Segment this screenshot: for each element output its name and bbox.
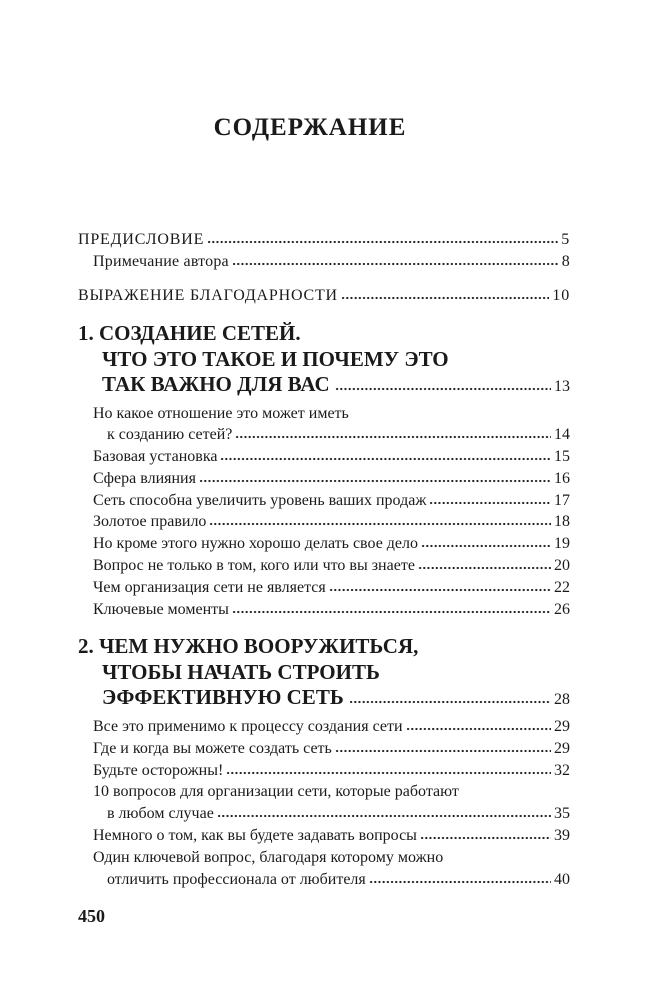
toc-page-number: 16 — [554, 469, 570, 487]
toc-entry-title: Примечание автора — [93, 253, 229, 270]
dot-leader — [217, 814, 551, 818]
toc-page-number: 13 — [554, 378, 570, 395]
toc-entry-title: Где и когда вы можете создать сеть — [93, 739, 332, 757]
toc-line — [78, 251, 570, 273]
toc-entry-title: в любом случае — [107, 805, 214, 823]
dot-leader — [341, 296, 549, 300]
toc-entry-title: ТАК ВАЖНО ДЛЯ ВАС — [102, 372, 330, 396]
toc-page-number: 15 — [554, 448, 570, 466]
toc-line — [78, 716, 570, 738]
dot-leader — [406, 727, 551, 731]
dot-leader — [226, 771, 551, 775]
dot-leader — [349, 700, 551, 704]
toc-entry — [78, 555, 570, 577]
dot-leader — [429, 501, 551, 505]
toc-line — [78, 555, 570, 577]
toc-line — [78, 285, 570, 307]
toc-page-number: 32 — [554, 761, 570, 779]
toc-line — [78, 825, 570, 847]
toc-entry-title: 10 вопросов для организации сети, которые работают — [93, 783, 459, 801]
toc-entry-title: ВЫРАЖЕНИЕ БЛАГОДАРНОСТИ — [78, 287, 338, 304]
dot-leader — [420, 836, 551, 840]
toc-entry-title: Сфера влияния — [93, 469, 196, 487]
dot-leader — [421, 544, 551, 548]
toc-line — [78, 490, 570, 512]
toc-entry — [78, 716, 570, 738]
toc-page-number: 28 — [554, 691, 570, 709]
toc-line — [78, 533, 570, 555]
toc-entry-title: Немного о том, как вы будете задавать вопросы — [93, 826, 417, 844]
toc-entry — [78, 251, 570, 273]
toc-page-number: 35 — [554, 805, 570, 823]
toc-entry-title: Будьте осторожны! — [93, 761, 224, 779]
toc-line — [78, 403, 570, 425]
toc-line — [78, 446, 570, 468]
toc-entry-title: Вопрос не только в том, кого или что вы знаете — [93, 557, 415, 575]
dot-leader — [232, 610, 551, 614]
toc-entry-title: ПРЕДИСЛОВИЕ — [78, 231, 205, 248]
toc-entry-title: Сеть способна увеличить уровень ваших продаж — [93, 491, 427, 509]
toc-line — [78, 760, 570, 782]
toc-line — [78, 424, 570, 446]
toc-entry — [78, 468, 570, 490]
toc-page-number: 5 — [561, 231, 570, 248]
toc-entry-title: отличить профессионала от любителя — [107, 870, 366, 888]
toc-page-number: 20 — [554, 557, 570, 575]
toc-entry — [78, 490, 570, 512]
toc-line — [78, 781, 570, 803]
toc-entry-title: Базовая установка — [93, 448, 218, 466]
toc-line — [78, 229, 570, 251]
toc-line — [78, 468, 570, 490]
toc-line — [78, 738, 570, 760]
toc-line — [78, 372, 570, 398]
toc-page-number: 19 — [554, 535, 570, 553]
toc-line — [78, 660, 570, 686]
toc-page-number: 10 — [552, 287, 570, 304]
toc-page-number: 8 — [561, 253, 570, 270]
toc-entry — [78, 577, 570, 599]
toc-entry — [78, 446, 570, 468]
toc-entry-title: 1. СОЗДАНИЕ СЕТЕЙ. — [78, 321, 301, 345]
toc-line — [78, 511, 570, 533]
toc-entry — [78, 781, 570, 825]
dot-leader — [369, 880, 551, 884]
toc-entry — [78, 599, 570, 621]
toc-entry — [78, 738, 570, 760]
toc-line — [78, 685, 570, 711]
toc-line — [78, 634, 570, 660]
toc-page-number: 29 — [554, 739, 570, 757]
toc-line — [78, 599, 570, 621]
toc-entry-title: Один ключевой вопрос, благодаря которому можно — [93, 848, 444, 866]
toc-entry-title: ЧТО ЭТО ТАКОЕ И ПОЧЕМУ ЭТО — [102, 346, 449, 371]
toc-entry-title: Чем организация сети не является — [93, 578, 326, 596]
dot-leader — [335, 749, 551, 753]
toc-entry — [78, 229, 570, 251]
toc-entry — [78, 825, 570, 847]
toc-entry-title: к созданию сетей? — [107, 426, 233, 444]
toc-page-number: 17 — [554, 491, 570, 509]
toc-page-number: 29 — [554, 717, 570, 735]
toc-entry — [78, 533, 570, 555]
toc-entry — [78, 847, 570, 891]
toc-line — [78, 347, 570, 373]
toc-page-number: 22 — [554, 578, 570, 596]
toc-chapter-entry — [78, 321, 570, 398]
toc-entry-title: ЧТОБЫ НАЧАТЬ СТРОИТЬ — [102, 659, 380, 684]
dot-leader — [199, 479, 551, 483]
toc-page-number: 39 — [554, 826, 570, 844]
toc-entry — [78, 285, 570, 307]
toc-entry-title: Ключевые моменты — [93, 600, 229, 618]
toc-page-number: 26 — [554, 600, 570, 618]
dot-leader — [232, 262, 559, 266]
toc-entry-title: 2. ЧЕМ НУЖНО ВООРУЖИТЬСЯ, — [78, 634, 419, 659]
toc-entry — [78, 511, 570, 533]
toc-line — [78, 869, 570, 891]
toc-chapter-entry — [78, 634, 570, 711]
dot-leader — [220, 457, 551, 461]
toc-page-number: 14 — [554, 426, 570, 444]
toc-entry-title: Золотое правило — [93, 513, 207, 531]
dot-leader — [207, 240, 558, 244]
toc-line — [78, 577, 570, 599]
toc-line — [78, 803, 570, 825]
page-number: 450 — [78, 906, 105, 926]
toc-entry-title: ЭФФЕКТИВНУЮ СЕТЬ — [102, 685, 344, 710]
toc-line — [78, 847, 570, 869]
toc-entry — [78, 403, 570, 447]
dot-leader — [329, 588, 551, 592]
toc-entry-title: Но кроме этого нужно хорошо делать свое дело — [93, 535, 419, 553]
dot-leader — [209, 522, 551, 526]
toc-entry-title: Но какое отношение это может иметь — [93, 404, 349, 422]
toc-line — [78, 321, 570, 347]
toc-page-number: 18 — [554, 513, 570, 531]
table-of-contents — [78, 229, 570, 890]
dot-leader — [418, 566, 551, 570]
page-title: СОДЕРЖАНИЕ — [213, 114, 407, 141]
dot-leader — [335, 387, 551, 391]
toc-entry — [78, 760, 570, 782]
toc-page-number: 40 — [554, 870, 570, 888]
dot-leader — [235, 435, 551, 439]
toc-entry-title: Все это применимо к процессу создания сети — [93, 717, 403, 735]
